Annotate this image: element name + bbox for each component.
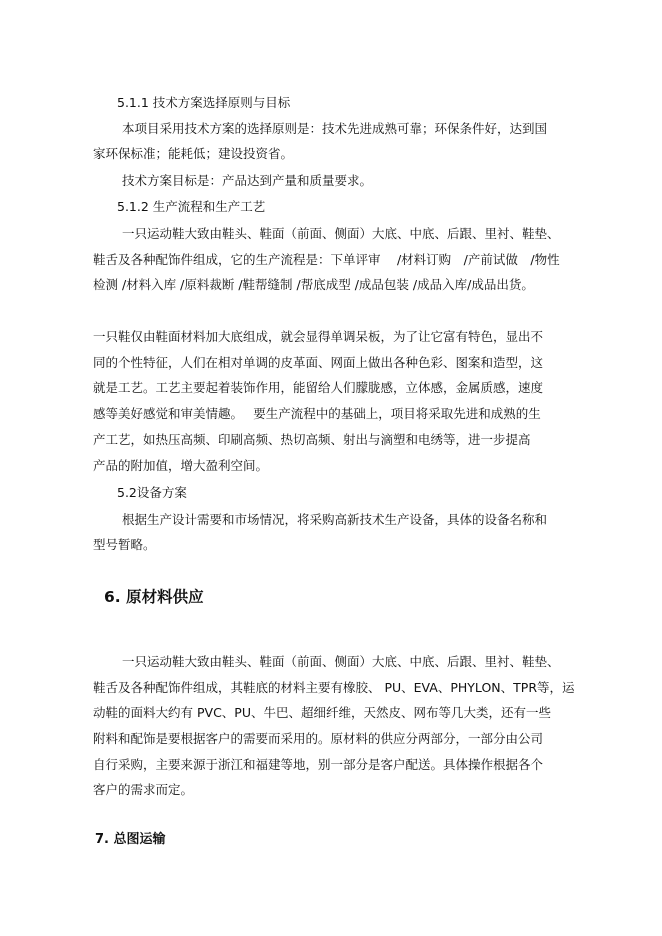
paragraph-line: 动鞋的面料大约有 PVC、PU、牛巴、超细纤维，天然皮、网布等几大类，还有一些 [93, 705, 551, 720]
section-5-1-2-heading: 5.1.2 生产流程和生产工艺 [117, 199, 266, 214]
paragraph-line: 鞋舌及各种配饰件组成，它的生产流程是：下单评审 /材料订购 /产前试做 /物性 [93, 252, 560, 267]
section-7-heading: 7. 总图运输 [95, 832, 166, 847]
paragraph-line: 检测 /材料入库 /原料裁断 /鞋帮缝制 /帮底成型 /成品包装 /成品入库/成品出货。 [93, 277, 534, 292]
paragraph-line: 一只运动鞋大致由鞋头、鞋面（前面、侧面）大底、中底、后跟、里衬、鞋垫、 [122, 654, 560, 669]
paragraph-line: 本项目采用技术方案的选择原则是：技术先进成熟可靠；环保条件好，达到国 [122, 121, 548, 136]
paragraph-line: 产工艺，如热压高频、印刷高频、热切高频、射出与滴塑和电绣等，进一步提高 [93, 432, 531, 447]
paragraph-line: 一只运动鞋大致由鞋头、鞋面（前面、侧面）大底、中底、后跟、里衬、鞋垫、 [122, 226, 560, 241]
section-5-1-1-heading: 5.1.1 技术方案选择原则与目标 [117, 95, 291, 110]
section-5-2-heading: 5.2设备方案 [117, 485, 187, 500]
paragraph-line: 产品的附加值，增大盈利空间。 [93, 458, 269, 473]
section-6-heading: 6. 原材料供应 [104, 588, 204, 606]
paragraph-line: 根据生产设计需要和市场情况，将采购高新技术生产设备，具体的设备名称和 [122, 512, 548, 527]
paragraph-line: 附料和配饰是要根据客户的需要而采用的。原材料的供应分两部分，一部分由公司 [93, 731, 544, 746]
paragraph-line: 自行采购，主要来源于浙江和福建等地，别一部分是客户配送。具体操作根据各个 [93, 757, 544, 772]
paragraph-line: 同的个性特征，人们在相对单调的皮革面、网面上做出各种色彩、图案和造型，这 [93, 355, 544, 370]
paragraph-line: 技术方案目标是：产品达到产量和质量要求。 [122, 173, 373, 188]
paragraph-line: 就是工艺。工艺主要起着装饰作用，能留给人们朦胧感，立体感，金属质感，速度 [93, 380, 544, 395]
paragraph-line: 客户的需求而定。 [93, 782, 194, 797]
paragraph-line: 一只鞋仅由鞋面材料加大底组成，就会显得单调呆板，为了让它富有特色，显出不 [93, 329, 544, 344]
paragraph-line: 鞋舌及各种配饰件组成，其鞋底的材料主要有橡胶、 PU、EVA、PHYLON、TPR等，运 [93, 680, 575, 695]
paragraph-line: 型号暂略。 [93, 537, 156, 552]
paragraph-line: 感等美好感觉和审美情趣。 要生产流程中的基础上，项目将采取先进和成熟的生 [93, 406, 541, 421]
paragraph-line: 家环保标准；能耗低；建设投资省。 [93, 146, 294, 161]
